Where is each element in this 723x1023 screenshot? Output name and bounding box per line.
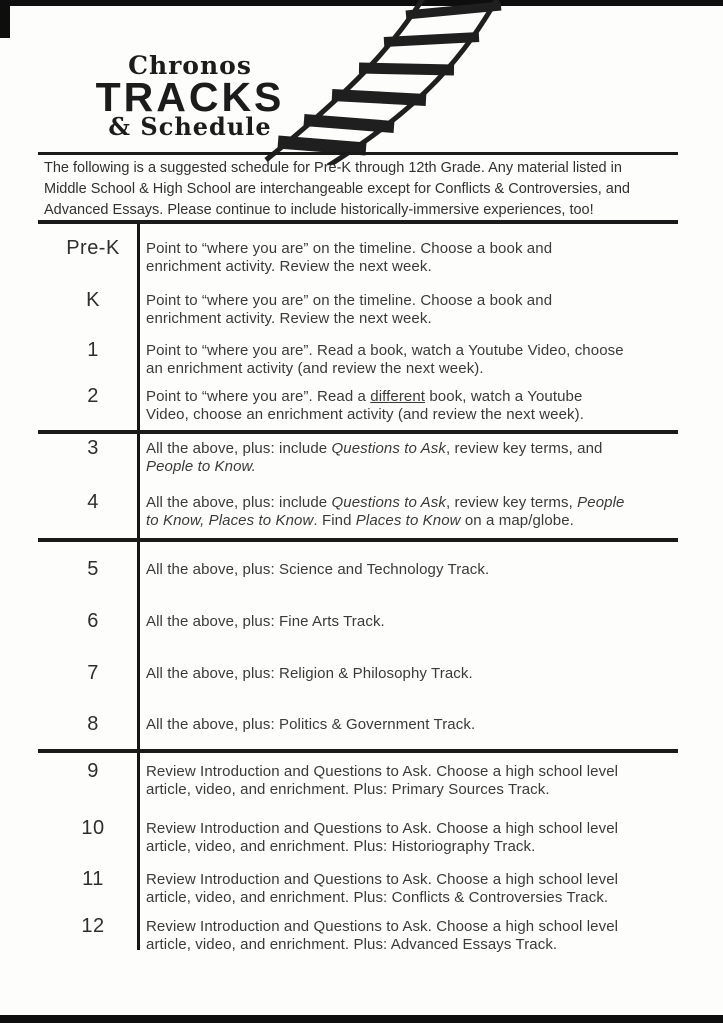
text-line: All the above, plus: Religion & Philosophy Track. — [146, 665, 473, 682]
row-description — [146, 918, 686, 954]
schedule-row-2 — [0, 385, 723, 428]
text-line: Point to “where you are”. Read a different book, watch a Youtube — [146, 388, 583, 405]
grade-label: 12 — [81, 915, 105, 937]
text-line: Review Introduction and Questions to Ask. Choose a high school level — [146, 820, 619, 837]
row-description — [146, 561, 686, 579]
grade-label: 8 — [87, 713, 99, 735]
schedule-row-1 — [0, 339, 723, 382]
intro-rule-top — [38, 152, 678, 155]
schedule-row-11 — [0, 868, 723, 911]
brand-name: Chronos — [128, 51, 252, 80]
row-description — [146, 665, 686, 683]
text-line: enrichment activity. Review the next week. — [146, 258, 432, 275]
schedule-row-12 — [0, 915, 723, 958]
schedule-row-k — [0, 289, 723, 332]
group-divider-elementary — [38, 430, 678, 434]
text-line: All the above, plus: Fine Arts Track. — [146, 613, 385, 630]
row-description — [146, 388, 686, 424]
text-line: All the above, plus: include Questions to Ask, review key terms, People — [146, 494, 625, 511]
text-line: People to Know. — [146, 458, 256, 475]
grade-label: K — [86, 289, 100, 311]
schedule-row-10 — [0, 817, 723, 860]
schedule-row-3 — [0, 437, 723, 480]
text-line: an enrichment activity (and review the next week). — [146, 360, 484, 377]
text-line: Advanced Essays. Please continue to include historically-immersive experiences, too! — [44, 202, 594, 218]
row-description — [146, 440, 686, 476]
scan-edge-left — [0, 0, 10, 38]
text-line: article, video, and enrichment. Plus: Primary Sources Track. — [146, 781, 550, 798]
intro-paragraph — [44, 158, 630, 221]
row-description — [146, 820, 686, 856]
grade-label: 6 — [87, 610, 99, 632]
group-divider-middle — [38, 538, 678, 542]
row-description — [146, 716, 686, 734]
grade-label: 2 — [87, 385, 99, 407]
brand-title: TRACKS — [95, 74, 285, 120]
intro-rule-bottom — [38, 220, 678, 224]
row-description — [146, 292, 686, 328]
row-description — [146, 763, 686, 799]
grade-label: 4 — [87, 491, 99, 513]
text-line: article, video, and enrichment. Plus: Conflicts & Controversies Track. — [146, 889, 609, 906]
grade-label: 1 — [87, 339, 99, 361]
text-line: Review Introduction and Questions to Ask. Choose a high school level — [146, 918, 619, 935]
text-line: Middle School & High School are interchangeable except for Conflicts & Controversies, and — [44, 181, 630, 197]
text-line: to Know, Places to Know. Find Places to Know on a map/globe. — [146, 512, 574, 529]
schedule-row-4 — [0, 491, 723, 534]
text-line: The following is a suggested schedule for Pre-K through 12th Grade. Any material listed in — [44, 160, 622, 176]
text-line: Review Introduction and Questions to Ask. Choose a high school level — [146, 871, 619, 888]
text-line: Point to “where you are”. Read a book, watch a Youtube Video, choose — [146, 342, 624, 359]
row-description — [146, 871, 686, 907]
text-line: Review Introduction and Questions to Ask. Choose a high school level — [146, 763, 619, 780]
text-line: All the above, plus: Politics & Government Track. — [146, 716, 476, 733]
schedule-row-9 — [0, 760, 723, 803]
grade-label: 10 — [81, 817, 105, 839]
schedule-row-5 — [0, 558, 723, 601]
schedule-row-8 — [0, 713, 723, 756]
railroad-track-icon — [230, 0, 520, 165]
row-description — [146, 240, 686, 276]
text-line: All the above, plus: include Questions to Ask, review key terms, and — [146, 440, 603, 457]
row-description — [146, 494, 686, 530]
grade-label: 11 — [82, 868, 104, 890]
row-description — [146, 342, 686, 378]
grade-label: 3 — [87, 437, 99, 459]
grade-label: 7 — [87, 662, 99, 684]
text-line: Point to “where you are” on the timeline. Choose a book and — [146, 292, 553, 309]
text-line: Point to “where you are” on the timeline. Choose a book and — [146, 240, 553, 257]
text-line: Video, choose an enrichment activity (and review the next week). — [146, 406, 585, 423]
text-line: article, video, and enrichment. Plus: Advanced Essays Track. — [146, 936, 558, 953]
row-description — [146, 613, 686, 631]
grade-label: 9 — [87, 760, 99, 782]
text-line: article, video, and enrichment. Plus: Historiography Track. — [146, 838, 536, 855]
text-line: All the above, plus: Science and Technology Track. — [146, 561, 490, 578]
grade-label: Pre-K — [66, 237, 120, 259]
schedule-row-prek — [0, 237, 723, 280]
text-line: enrichment activity. Review the next week. — [146, 310, 432, 327]
brand-subtitle: & Schedule — [108, 112, 272, 141]
schedule-row-6 — [0, 610, 723, 653]
schedule-row-7 — [0, 662, 723, 705]
grade-label: 5 — [87, 558, 99, 580]
scan-edge-bottom — [0, 1015, 723, 1023]
